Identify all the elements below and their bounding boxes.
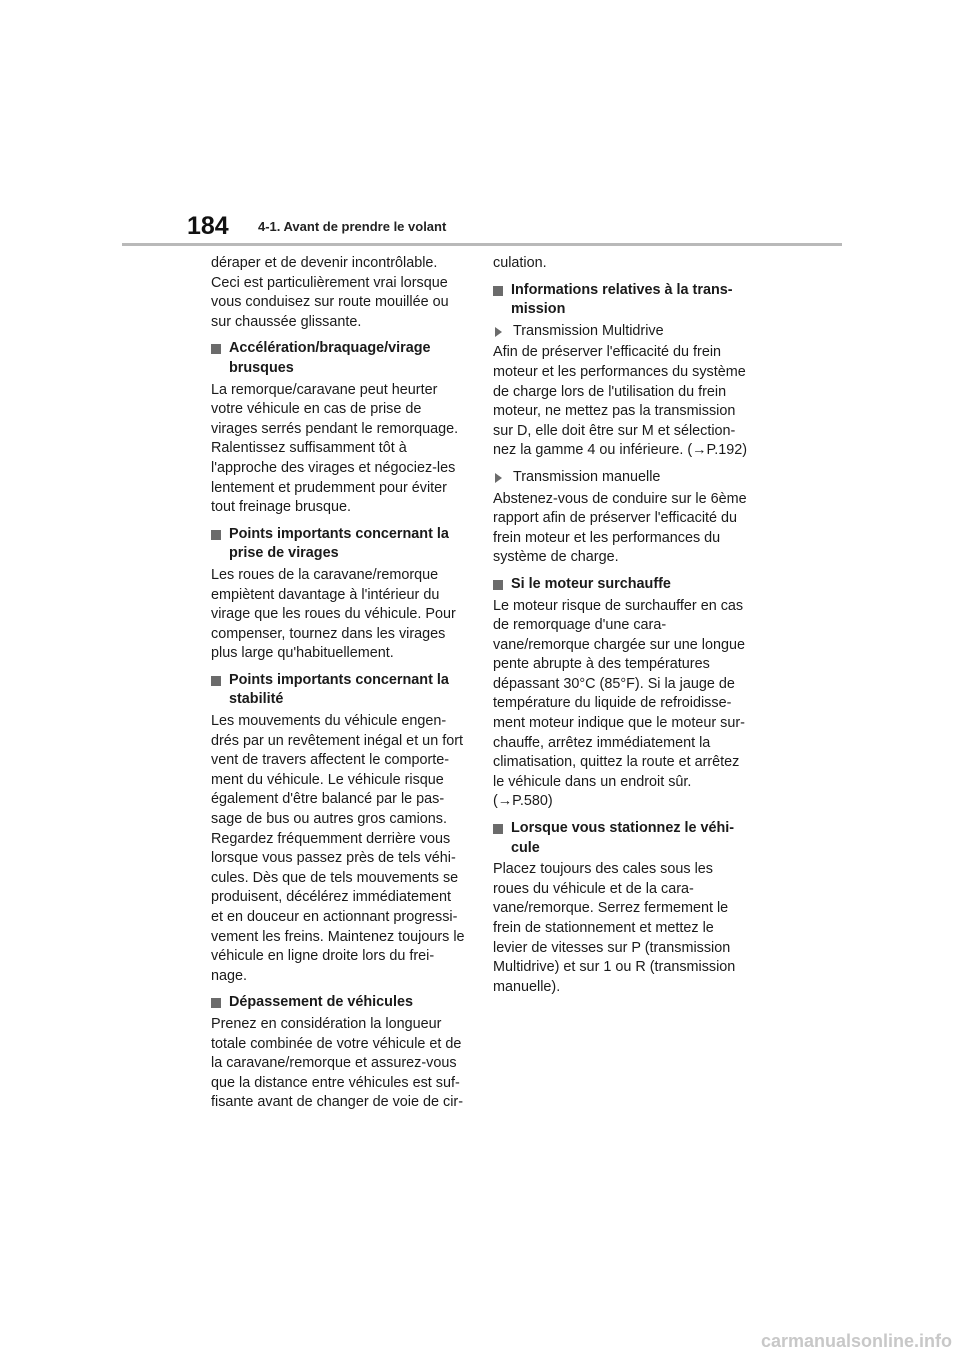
- sub-heading-text: Transmission Multidrive: [513, 322, 664, 339]
- square-bullet-icon: [493, 281, 511, 320]
- paragraph: culation.: [493, 255, 547, 271]
- square-bullet-icon: [211, 525, 229, 564]
- sub-heading: [493, 322, 755, 342]
- paragraph: La remorque/caravane peut heurter votre véhicule en cas de prise de virages serrés pendant le remorquage. Ralentissez suffisamment tôt à l'approche des virages et négociez-les lentement et prudemment pour éviter tout freinage brusque.: [211, 381, 459, 516]
- heading-text: Points importants concernant la prise de virages: [229, 525, 449, 562]
- heading-text: Lorsque vous stationnez le véhi- cule: [511, 820, 735, 856]
- page-number: 184: [187, 212, 229, 240]
- square-bullet-icon: [211, 339, 229, 378]
- section-heading: [211, 525, 473, 564]
- sub-heading: [493, 468, 755, 488]
- heading-text: Informations relatives à la trans- mission: [511, 281, 733, 318]
- paragraph: Le moteur risque de surchauffer en cas de remorquage d'une cara- vane/remorque chargée sur une longue pente abrupte à des températures dépassant 30°C (85°F). Si la jauge de température du liquide de refroidisse- ment moteur indique que le moteur sur- chauffe, arrêtez immédiatement la climatisation, quittez la route et arrêtez le véhicule dans un endroit sûr. (→P.580): [493, 597, 746, 810]
- paragraph: Abstenez-vous de conduire sur le 6ème rapport afin de préserver l'efficacité du frein moteur et les performances du système de charge.: [493, 490, 747, 566]
- triangle-bullet-icon: [493, 468, 513, 488]
- paragraph: déraper et de devenir incontrôlable. Ceci est particulièrement vrai lorsque vous conduisez sur route mouillée ou sur chaussée glissante.: [211, 255, 449, 330]
- section-heading: [211, 339, 473, 378]
- heading-text: Dépassement de véhicules: [229, 994, 413, 1011]
- square-bullet-icon: [211, 993, 229, 1013]
- paragraph: Prenez en considération la longueur totale combinée de votre véhicule et de la caravane/remorque et assurez-vous que la distance entre véhicules est suf- fisante avant de changer de voie de cir-: [211, 1015, 463, 1111]
- section-title: 4-1. Avant de prendre le volant: [258, 219, 447, 234]
- paragraph: Les roues de la caravane/remorque empiètent davantage à l'intérieur du virage que les roues du véhicule. Pour compenser, tournez dans les virages plus large qu'habituellement.: [211, 566, 456, 662]
- paragraph: Placez toujours des cales sous les roues du véhicule et de la cara- vane/remorque. Serrez fermement le frein de stationnement et mettez le levier de vitesses sur P (transmission Multidrive) et sur 1 ou R (transmission manuelle).: [493, 861, 736, 995]
- paragraph: Afin de préserver l'efficacité du frein moteur et les performances du système de charge lors de l'utilisation du frein moteur, ne mettez pas la transmission sur D, elle doit être sur M et sélection- nez la gamme 4 ou inférieure. (→P.192): [493, 344, 748, 459]
- heading-text: Si le moteur surchauffe: [511, 575, 671, 592]
- left-column: [211, 254, 473, 1120]
- triangle-bullet-icon: [493, 322, 513, 342]
- square-bullet-icon: [211, 671, 229, 710]
- header-divider: [122, 243, 842, 246]
- square-bullet-icon: [493, 575, 511, 595]
- heading-text: Accélération/braquage/virage brusques: [229, 340, 431, 376]
- section-heading: [211, 671, 473, 710]
- heading-text: Points importants concernant la stabilité: [229, 671, 449, 708]
- right-column: [493, 254, 755, 1004]
- sub-heading-text: Transmission manuelle: [513, 468, 661, 485]
- section-heading: [493, 819, 755, 858]
- section-heading: [493, 575, 755, 595]
- square-bullet-icon: [493, 819, 511, 858]
- watermark-text: carmanualsonline.info: [760, 1331, 952, 1351]
- section-heading: [493, 281, 755, 320]
- paragraph: Les mouvements du véhicule engen- drés par un revêtement inégal et un fort vent de travers affectent le comporte- ment du véhicule. Le véhicule risque également d'être balancé par le pas- sage de bus ou autres gros camions. Regardez fréquemment derrière vous lorsque vous passez près de tels véhi- cules. Dès que de tels mouvements se produisent, décélérez immédiatement et en douceur en actionnant progressi- vement les freins. Maintenez toujours le véhicule en ligne droite lors du frei- nage.: [211, 713, 465, 984]
- section-heading: [211, 993, 473, 1013]
